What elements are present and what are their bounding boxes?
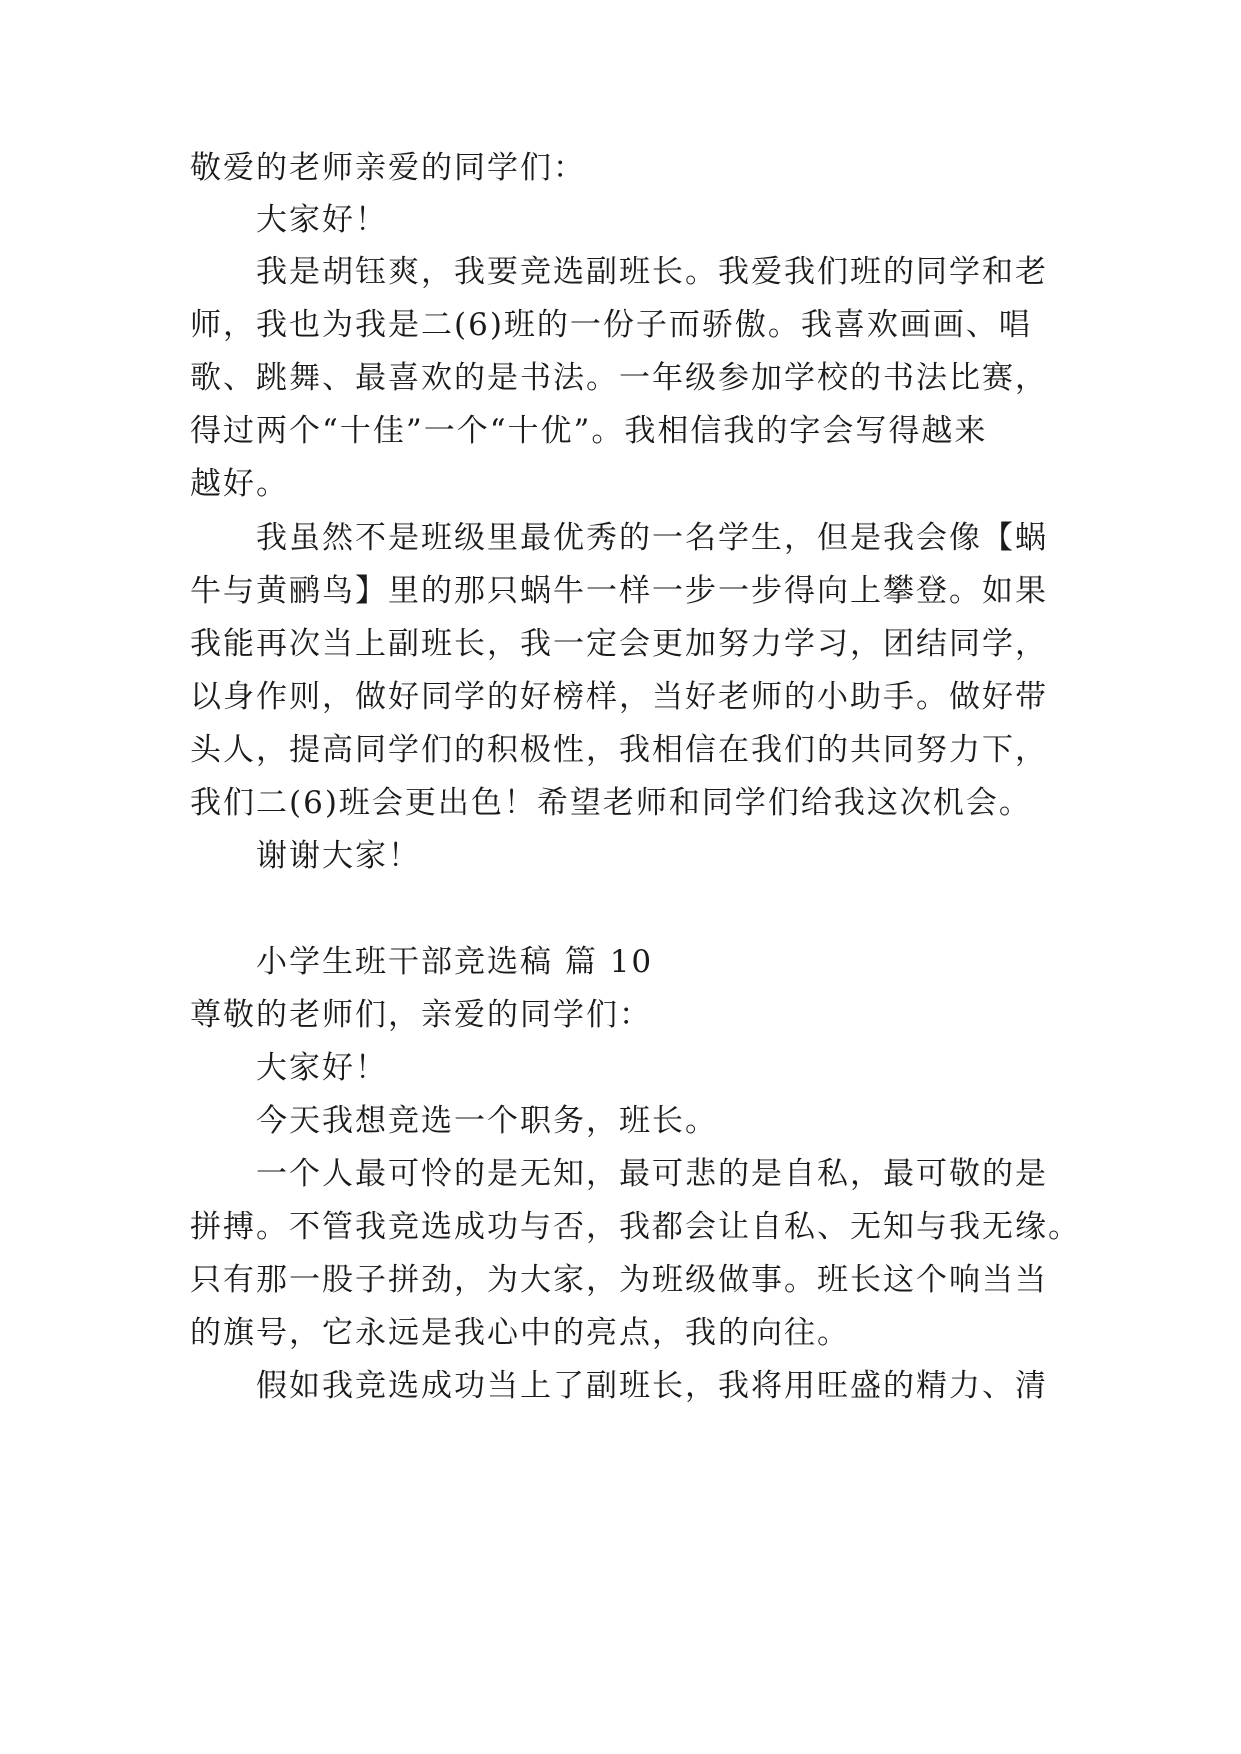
paragraph-line: 越好。 <box>190 466 289 502</box>
paragraph-line: 我能再次当上副班长，我一定会更加努力学习，团结同学， <box>190 626 1048 662</box>
paragraph-line: 假如我竞选成功当上了副班长，我将用旺盛的精力、清 <box>256 1368 1048 1404</box>
closing: 谢谢大家！ <box>256 838 421 874</box>
salutation: 尊敬的老师们，亲爱的同学们： <box>190 997 652 1033</box>
paragraph-line: 我虽然不是班级里最优秀的一名学生，但是我会像【蜗 <box>256 520 1048 556</box>
paragraph-line: 头人，提高同学们的积极性，我相信在我们的共同努力下， <box>190 732 1048 768</box>
paragraph-line: 一个人最可怜的是无知，最可悲的是自私，最可敬的是 <box>256 1156 1048 1192</box>
paragraph-line: 师，我也为我是二(6)班的一份子而骄傲。我喜欢画画、唱 <box>190 307 1032 343</box>
paragraph-line: 牛与黄鹂鸟】里的那只蜗牛一样一步一步得向上攀登。如果 <box>190 573 1048 609</box>
paragraph-line: 以身作则，做好同学的好榜样，当好老师的小助手。做好带 <box>190 679 1048 715</box>
paragraph-line: 拼搏。不管我竞选成功与否，我都会让自私、无知与我无缘。 <box>190 1209 1081 1245</box>
greeting: 大家好！ <box>256 202 388 238</box>
paragraph-line: 我们二(6)班会更出色！希望老师和同学们给我这次机会。 <box>190 785 1032 821</box>
paragraph-line: 只有那一股子拼劲，为大家，为班级做事。班长这个响当当 <box>190 1262 1048 1298</box>
paragraph-line: 今天我想竞选一个职务，班长。 <box>256 1103 718 1139</box>
greeting: 大家好！ <box>256 1050 388 1086</box>
salutation: 敬爱的老师亲爱的同学们： <box>190 150 586 186</box>
paragraph-line: 歌、跳舞、最喜欢的是书法。一年级参加学校的书法比赛， <box>190 360 1048 396</box>
section-heading: 小学生班干部竞选稿 篇 10 <box>256 944 654 980</box>
paragraph-line: 的旗号，它永远是我心中的亮点，我的向往。 <box>190 1315 850 1351</box>
paragraph-line: 得过两个“十佳”一个“十优”。我相信我的字会写得越来 <box>190 413 988 449</box>
paragraph-line: 我是胡钰爽，我要竞选副班长。我爱我们班的同学和老 <box>256 254 1048 290</box>
